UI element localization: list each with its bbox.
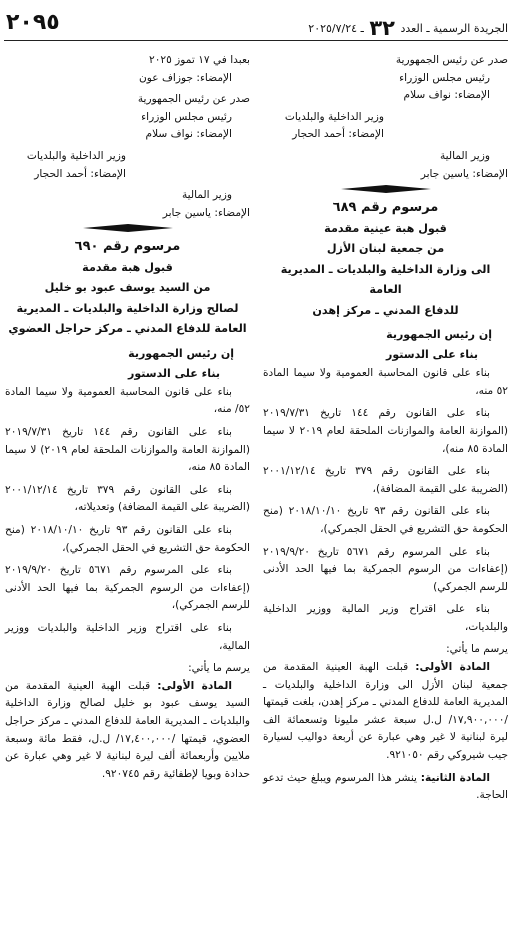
recital-5: بناء على المرسوم رقم ٥٦٧١ تاريخ ٢٠١٩/٩/٢٠ (إعفاءات من الرسوم الجمركية بما فيها الحد الأدنى للرسم الجمركي)، [5, 564, 250, 612]
pm-signature: الإمضاء: نواف سلام [403, 89, 490, 102]
decree-subject-4: العامة للدفاع المدني ـ مركز حراجل العضوي [8, 322, 247, 336]
recital-4: بناء على القانون رقم ٩٣ تاريخ ٢٠١٨/١٠/١٠ (منح الحكومة حق التشريع في الحقل الجمركي)، [5, 524, 250, 554]
article-2-label: المادة الثانية: [420, 771, 490, 784]
finance-minister-signature: الإمضاء: ياسين جابر [162, 206, 250, 219]
recital-4: بناء على القانون رقم ٩٣ تاريخ ٢٠١٨/١٠/١٠ (منح الحكومة حق التشريع في الحقل الجمركي)، [263, 505, 508, 535]
page-number: ٢٠٩٥ [6, 10, 60, 35]
decree-subject-1: قبول هبة مقدمة [82, 260, 173, 274]
president-line: إن رئيس الجمهورية [386, 328, 492, 342]
decree-subject-3: لصالح وزارة الداخلية والبلديات ـ المديرية [16, 301, 239, 315]
finance-minister-signature: الإمضاء: ياسين جابر [420, 167, 508, 180]
interior-minister-signature: الإمضاء: أحمد الحجار [292, 128, 384, 141]
page-header [4, 6, 508, 41]
issued-by: صدر عن رئيس الجمهورية [395, 54, 508, 66]
decrees-line: يرسم ما يأتي: [188, 662, 250, 675]
pm-title: رئيس مجلس الوزراء [399, 71, 490, 84]
issued-by: صدر عن رئيس الجمهورية [137, 93, 250, 106]
pm-title: رئيس مجلس الوزراء [141, 110, 232, 123]
article-1 [263, 659, 508, 765]
issue-number: ٣٢ [369, 16, 395, 40]
date-line: بعبدا في ١٧ تموز ٢٠٢٥ [149, 54, 250, 66]
recital-3: بناء على القانون رقم ٣٧٩ تاريخ ٢٠٠١/١٢/١٤ (الضريبة على القيمة المضافة)، [263, 465, 508, 495]
article-1 [5, 678, 250, 784]
president-line: إن رئيس الجمهورية [128, 346, 234, 360]
recital-6: بناء على اقتراح وزير الداخلية والبلديات ووزير المالية، [5, 621, 250, 652]
constitution-line: بناء على الدستور [386, 348, 478, 362]
recital-2: بناء على القانون رقم ١٤٤ تاريخ ٢٠١٩/٧/٣١ (الموازنة العامة والموازنات الملحقة لعام ٢٠١٩ لا سيما المادة ٨٥ منه)، [263, 407, 509, 455]
decree-number: مرسوم رقم ٦٨٩ [332, 200, 439, 216]
decree-subject-4: للدفاع المدني ـ مركز إهدن [312, 303, 459, 317]
recital-1: بناء على قانون المحاسبة العمومية ولا سيما المادة ٥٢/ منه، [5, 385, 250, 416]
decree-subject-1: قبول هبة عينية مقدمة [324, 221, 447, 235]
separator-ornament [263, 183, 508, 197]
article-2-text: ينشر هذا المرسوم ويبلغ حيث تدعو الحاجة. [263, 771, 508, 802]
recital-2: بناء على القانون رقم ١٤٤ تاريخ ٢٠١٩/٧/٣١ (الموازنة العامة والموازنات الملحقة لعام ٢٠١٩) لا سيما المادة ٨٥ منه، [5, 426, 251, 474]
right-column [263, 52, 508, 924]
recital-5: بناء على المرسوم رقم ٥٦٧١ تاريخ ٢٠١٩/٩/٢٠ (إعفاءات من الرسوم الجمركية بما فيها الحد الأدنى للرسم الجمركي) [263, 545, 508, 593]
interior-minister-title: وزير الداخلية والبلديات [284, 110, 384, 123]
gazette-name: الجريدة الرسمية ـ العدد [400, 22, 508, 35]
article-1-text: قبلت الهبة العينية المقدمة من جمعية لبنان الأزل الى وزارة الداخلية والبلديات ـ المديرية العامة للدفاع المدني ـ مركز إهدن، بلغت قيمتها /١٧,٩٠٠,٠٠٠/ ل.ل سبعة عشر مليونا وتسعمائة الف ليرة لبنانية لا غير وهي عبارة عن أربعة دواليب لسيارة جيب شيروكي رقم ٩٢١٠٥٠. [263, 661, 508, 762]
decree-number: مرسوم رقم ٦٩٠ [74, 239, 181, 255]
issue-date: ـ ٢٠٢٥/٧/٢٤ [308, 22, 364, 35]
gazette-issue-line [308, 16, 508, 40]
recital-6: بناء على اقتراح وزير المالية ووزير الداخلية والبلديات، [263, 603, 508, 633]
pm-signature: الإمضاء: نواف سلام [145, 128, 232, 141]
article-2 [263, 770, 508, 805]
left-column [5, 52, 250, 924]
interior-minister-signature: الإمضاء: أحمد الحجار [34, 167, 126, 180]
president-signature: الإمضاء: جوزاف عون [139, 71, 232, 84]
decrees-line: يرسم ما يأتي: [446, 643, 508, 656]
article-1-text: قبلت الهبة العينية المقدمة من السيد يوسف عبود بو خليل لصالح وزارة الداخلية والبلديات ـ المديرية العامة للدفاع المدني ـ مركز حراجل العضوي، قيمتها /١٧,٤٠٠,٠٠٠/ ل.ل، فقط مائة وسبعة ملايين وأربعمائة ألف ليرة لبنانية لا غير وهي عبارة عن حدادة وبويا لإطفائية رقم ٩٢٠٧٤٥. [5, 679, 250, 780]
constitution-line: بناء على الدستور [128, 366, 220, 380]
finance-minister-title: وزير المالية [181, 189, 232, 202]
article-1-label: المادة الأولى: [157, 679, 233, 692]
decree-subject-2: من السيد يوسف عبود بو خليل [44, 281, 211, 295]
interior-minister-title: وزير الداخلية والبلديات [26, 149, 126, 162]
article-1-label: المادة الأولى: [415, 661, 491, 674]
finance-minister-title: وزير المالية [439, 149, 490, 162]
decree-subject-3: الى وزارة الداخلية والبلديات ـ المديرية العامة [280, 262, 491, 297]
recital-1: بناء على قانون المحاسبة العمومية ولا سيما المادة ٥٢ منه، [263, 367, 508, 397]
recital-3: بناء على القانون رقم ٣٧٩ تاريخ ٢٠٠١/١٢/١٤ (الضريبة على القيمة المضافة) وتعديلاته، [5, 483, 250, 514]
separator-ornament [5, 222, 250, 236]
decree-subject-2: من جمعية لبنان الأزل [326, 242, 445, 256]
